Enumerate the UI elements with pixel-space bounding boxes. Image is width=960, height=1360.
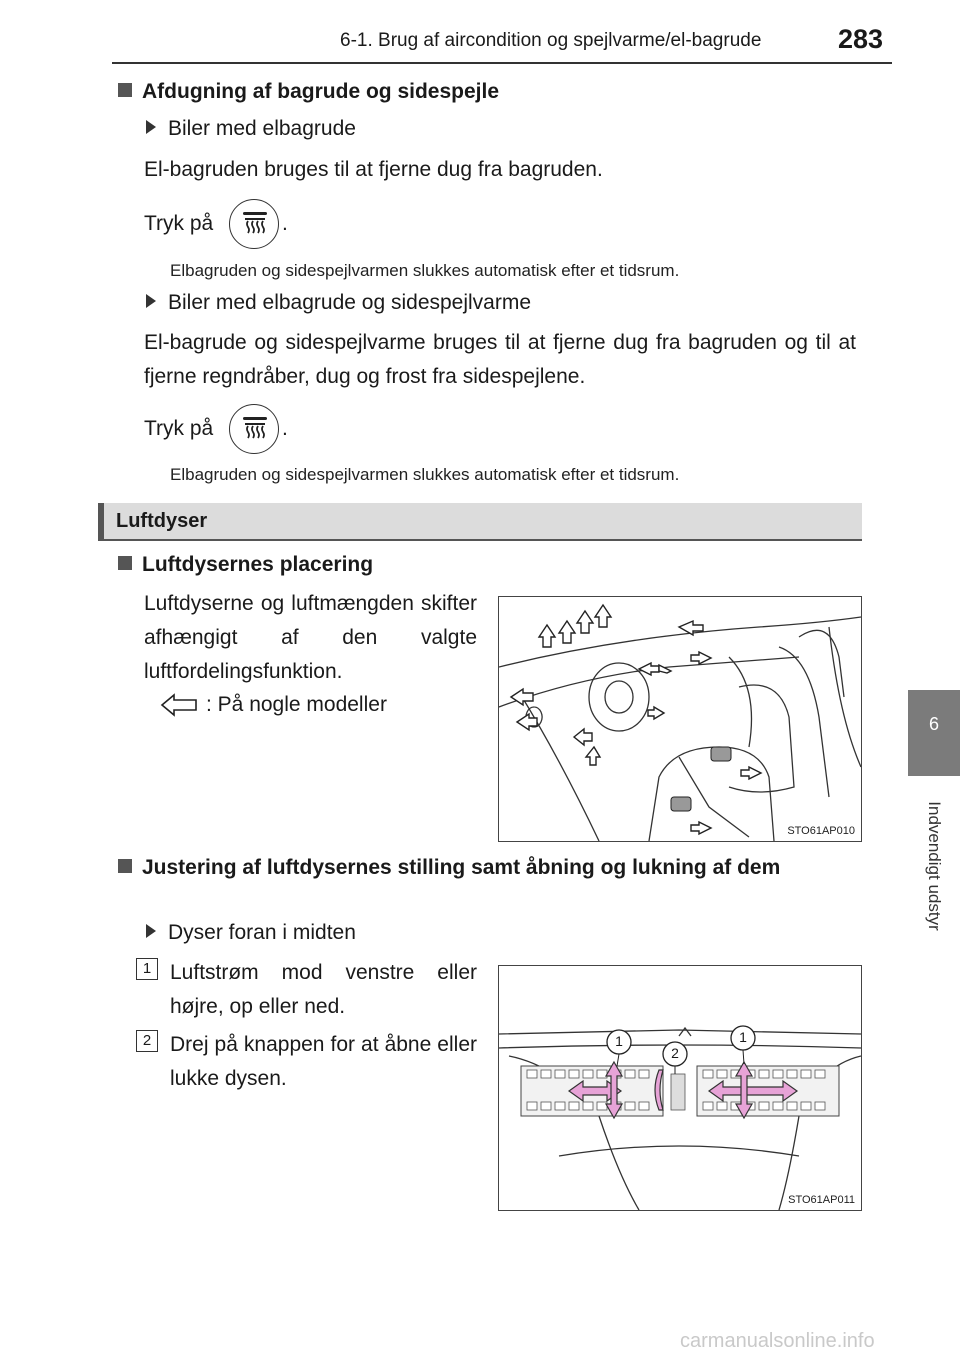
rear-defogger-button[interactable]	[229, 404, 279, 454]
chapter-title-tab	[908, 780, 960, 980]
adjust-heading: Justering af luftdysernes stilling samt åbning og lukning af dem	[118, 853, 856, 883]
header-rule	[112, 62, 892, 64]
case1-note: Elbagruden og sidespejlvarmen slukkes automatisk efter et tidsrum.	[170, 261, 680, 280]
item-2-number: 2	[136, 1030, 158, 1052]
triangle-bullet-icon	[146, 924, 156, 938]
item-1-text: Luftstrøm mod venstre eller højre, op eller ned.	[170, 961, 477, 1018]
case1-press: Tryk på	[144, 212, 214, 235]
case2-note: Elbagruden og sidespejlvarmen slukkes automatisk efter et tidsrum.	[170, 465, 680, 484]
watermark: carmanualsonline.info	[680, 1330, 875, 1352]
page-number: 283	[838, 24, 884, 54]
case2-text: El-bagrude og sidespejlvarme bruges til at fjerne dug fra bagruden og til at fjerne regndråber, dug og frost fra sidespejlene.	[144, 331, 856, 388]
rear-defogger-icon	[230, 405, 280, 455]
figure-code: STO61AP010	[787, 825, 855, 837]
rear-defogger-button[interactable]	[229, 199, 279, 249]
defog-heading: Afdugning af bagrude og sidespejle	[118, 80, 499, 104]
square-bullet-icon	[118, 83, 132, 97]
car-interior-illustration	[499, 597, 861, 841]
callout-2: 2	[671, 1045, 679, 1061]
case2-press: Tryk på	[144, 417, 214, 440]
optional-arrow-icon	[160, 692, 198, 718]
case2-press-suffix: .	[282, 417, 288, 440]
case2-title: Biler med elbagrude og sidespejlvarme	[146, 291, 531, 315]
triangle-bullet-icon	[146, 294, 156, 308]
center-vents-illustration	[499, 966, 861, 1210]
case1-press-suffix: .	[282, 212, 288, 235]
triangle-bullet-icon	[146, 120, 156, 134]
callout-1-right: 1	[739, 1029, 747, 1045]
chapter-title: Indvendigt udstyr	[925, 801, 944, 931]
figure-code: STO61AP011	[788, 1194, 855, 1206]
section-bar-luftdyser: Luftdyser	[98, 503, 862, 541]
rear-defogger-icon	[230, 200, 280, 250]
square-bullet-icon	[118, 859, 132, 873]
item-1-number: 1	[136, 958, 158, 980]
case1-title: Biler med elbagrude	[146, 117, 356, 141]
interior-vents-figure	[498, 596, 862, 842]
item-2-text: Drej på knappen for at åbne eller lukke dysen.	[170, 1033, 477, 1090]
legend-text: : På nogle modeller	[206, 693, 387, 716]
placement-heading: Luftdysernes placering	[118, 553, 373, 577]
placement-text: Luftdyserne og luftmængden skifter afhængigt af den valgte luftfordelingsfunktion.	[144, 592, 477, 683]
callout-1-left: 1	[615, 1033, 623, 1049]
center-vents-figure	[498, 965, 862, 1211]
chapter-number: 6	[928, 714, 939, 734]
chapter-tab[interactable]	[908, 690, 960, 776]
section-title: 6-1. Brug af aircondition og spejlvarme/el-bagrude	[340, 30, 762, 51]
adjust-subheading: Dyser foran i midten	[146, 921, 356, 945]
square-bullet-icon	[118, 556, 132, 570]
case1-text: El-bagruden bruges til at fjerne dug fra bagruden.	[144, 158, 603, 181]
